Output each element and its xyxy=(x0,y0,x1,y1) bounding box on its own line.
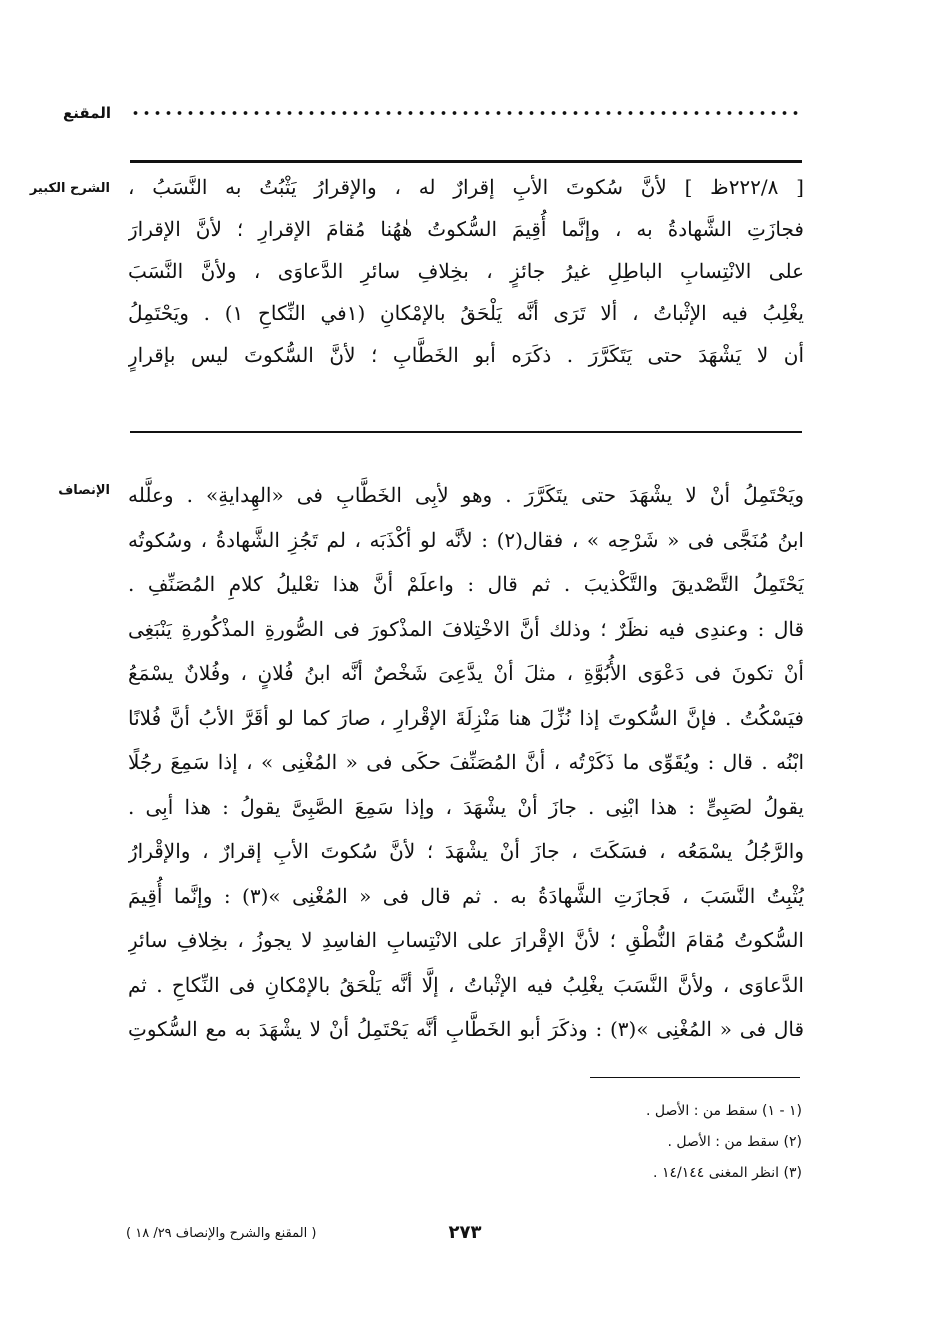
text-line: يقولُ لصَبِىٍّ : هذا ابْنِى . جازَ أنْ يشْهَدَ ، وإذا سَمِعَ الصَّبِىَّ يقولُ : هذا أبِى . xyxy=(128,794,804,819)
section-label-insaf: الإنصاف xyxy=(58,483,110,498)
sharh-text-block xyxy=(128,166,804,376)
insaf-text-block xyxy=(128,473,804,1052)
text-line: ابْنُه . قال : ويُقَوِّى ما ذَكَرْتُه ، أنَّ المُصَنِّفَ حكَى فى « المُغْنِى » ، إذا سَمِعَ رجُلًا xyxy=(128,750,804,774)
text-line: أن لا يَشْهَدَ حتى يَتَكَرَّرَ . ذكَرَه أبو الخَطَّابِ ؛ لأنَّ السُّكوتَ ليس بإقرارٍ xyxy=(128,343,804,367)
page-number: ٢٧٣ xyxy=(448,1222,482,1243)
text-line: يُثْبِتُ النَّسَبَ ، فَجازَتِ الشَّهادَةُ به . ثم قال فى « المُغْنِى »(٣) : وإنَّما أُقِيمَ xyxy=(128,883,804,908)
footnote: (٢) سقط من : الأصل . xyxy=(667,1134,802,1150)
running-header-title: المقنع xyxy=(63,104,111,122)
volume-reference: ( المقنع والشرح والإنصاف ٢٩/ ١٨ ) xyxy=(126,1226,317,1241)
text-line: على الانْتِسابِ الباطِلِ غيرُ جائزٍ ، بخِلافِ سائرِ الدَّعاوَى ، ولأنَّ النَّسَبَ xyxy=(128,259,804,283)
footnote: (٣) انظر المغنى ١٤/١٤٤ . xyxy=(653,1165,802,1181)
section-divider-rule xyxy=(130,431,802,433)
section-label-sharh: الشرح الكبير xyxy=(29,181,110,196)
header-dotted-leader xyxy=(130,106,802,120)
text-line: فجازَتِ الشَّهادةُ به ، وإنَّما أُقِيمَ السُّكوتُ هٰهُنا مُقامَ الإقرارِ ؛ لأنَّ الإقرارَ xyxy=(128,217,804,241)
text-line: أنْ تكونَ فى دَعْوَى الأُبُوَّةِ ، مثلَ أنْ يدَّعِىَ شَخْصٌ أنَّه ابنُ فُلانٍ ، وفُلانٌ يسْمَعُ xyxy=(128,661,804,685)
text-line: [ ٢٢٢/٨ظ ] لأنَّ سُكوتَ الأبِ إقرارٌ له ، والإقرارُ يَثْبُتُ به النَّسَبُ ، xyxy=(128,175,804,199)
text-line: يغْلِبُ فيه الإثْباتُ ، ألا تَرَى أنَّه يَلْحَقُ بالإمْكانِ (١في النِّكاحِ ١) . ويَحْتَمِلُ xyxy=(128,301,804,325)
text-line: يَحْتَمِلُ التَّصْديقَ والتَّكْذيبَ . ثم قال : واعلَمْ أنَّ هذا تعْليلُ كلامِ المُصَنِّفِ . xyxy=(128,572,804,596)
footnote: (١ - ١) سقط من : الأصل . xyxy=(646,1103,802,1119)
text-line: فيَسْكُتُ . فإنَّ السُّكوتَ إذا نُزِّلَ هنا مَنْزِلَةَ الإقْرارِ ، صارَ كما لو أقَرَّ الأبُ أنَّ فُلانًا xyxy=(128,705,804,730)
footnote-separator xyxy=(590,1077,800,1078)
footnotes-list xyxy=(646,1096,802,1189)
text-line: قال فى « المُغْنِى »(٣) : وذكَرَ أبو الخَطَّابِ أنَّه يَحْتَمِلُ أنْ لا يشْهَدَ به مع السُّكوتِ xyxy=(128,1017,804,1041)
text-line: الدَّعاوَى ، ولأنَّ النَّسَبَ يغْلِبُ فيه الإثْباتُ ، إلَّا أنَّه يَلْحَقُ بالإمْكانِ فى النِّكاحِ . ثم xyxy=(128,972,804,997)
text-line: ويَحْتَمِلُ أنْ لا يشْهَدَ حتى يتَكَرَّرَ . وهو لأبِى الخَطَّابِ فى «الهِدايةِ» . وعلَّله xyxy=(128,483,804,507)
text-line: السُّكوتُ مُقامَ النُّطْقِ ؛ لأنَّ الإقْرارَ على الانْتِسابِ الفاسِدِ لا يجوزُ ، بخِلافِ سائرِ xyxy=(128,928,804,952)
text-line: قال : وعندِى فيه نظَرٌ ؛ وذلك أنَّ الاخْتِلافَ المذْكورَ فى الصُّورةِ المذْكُورةِ يَنْبَغِى xyxy=(128,616,804,641)
text-line: والرَّجُلُ يسْمَعُه ، فسَكَتَ ، جازَ أنْ يشْهَدَ ؛ لأنَّ سُكوتَ الأبِ إقرارٌ ، والإقْرارُ xyxy=(128,839,804,863)
top-rule xyxy=(130,160,802,163)
text-line: ابنُ مُنَجَّى فى « شَرْحِه » ، فقال(٢) : لأنَّه لو أكْذَبَه ، لم تَجُزِ الشَّهادةُ ، وسُكوتُه xyxy=(128,527,804,552)
